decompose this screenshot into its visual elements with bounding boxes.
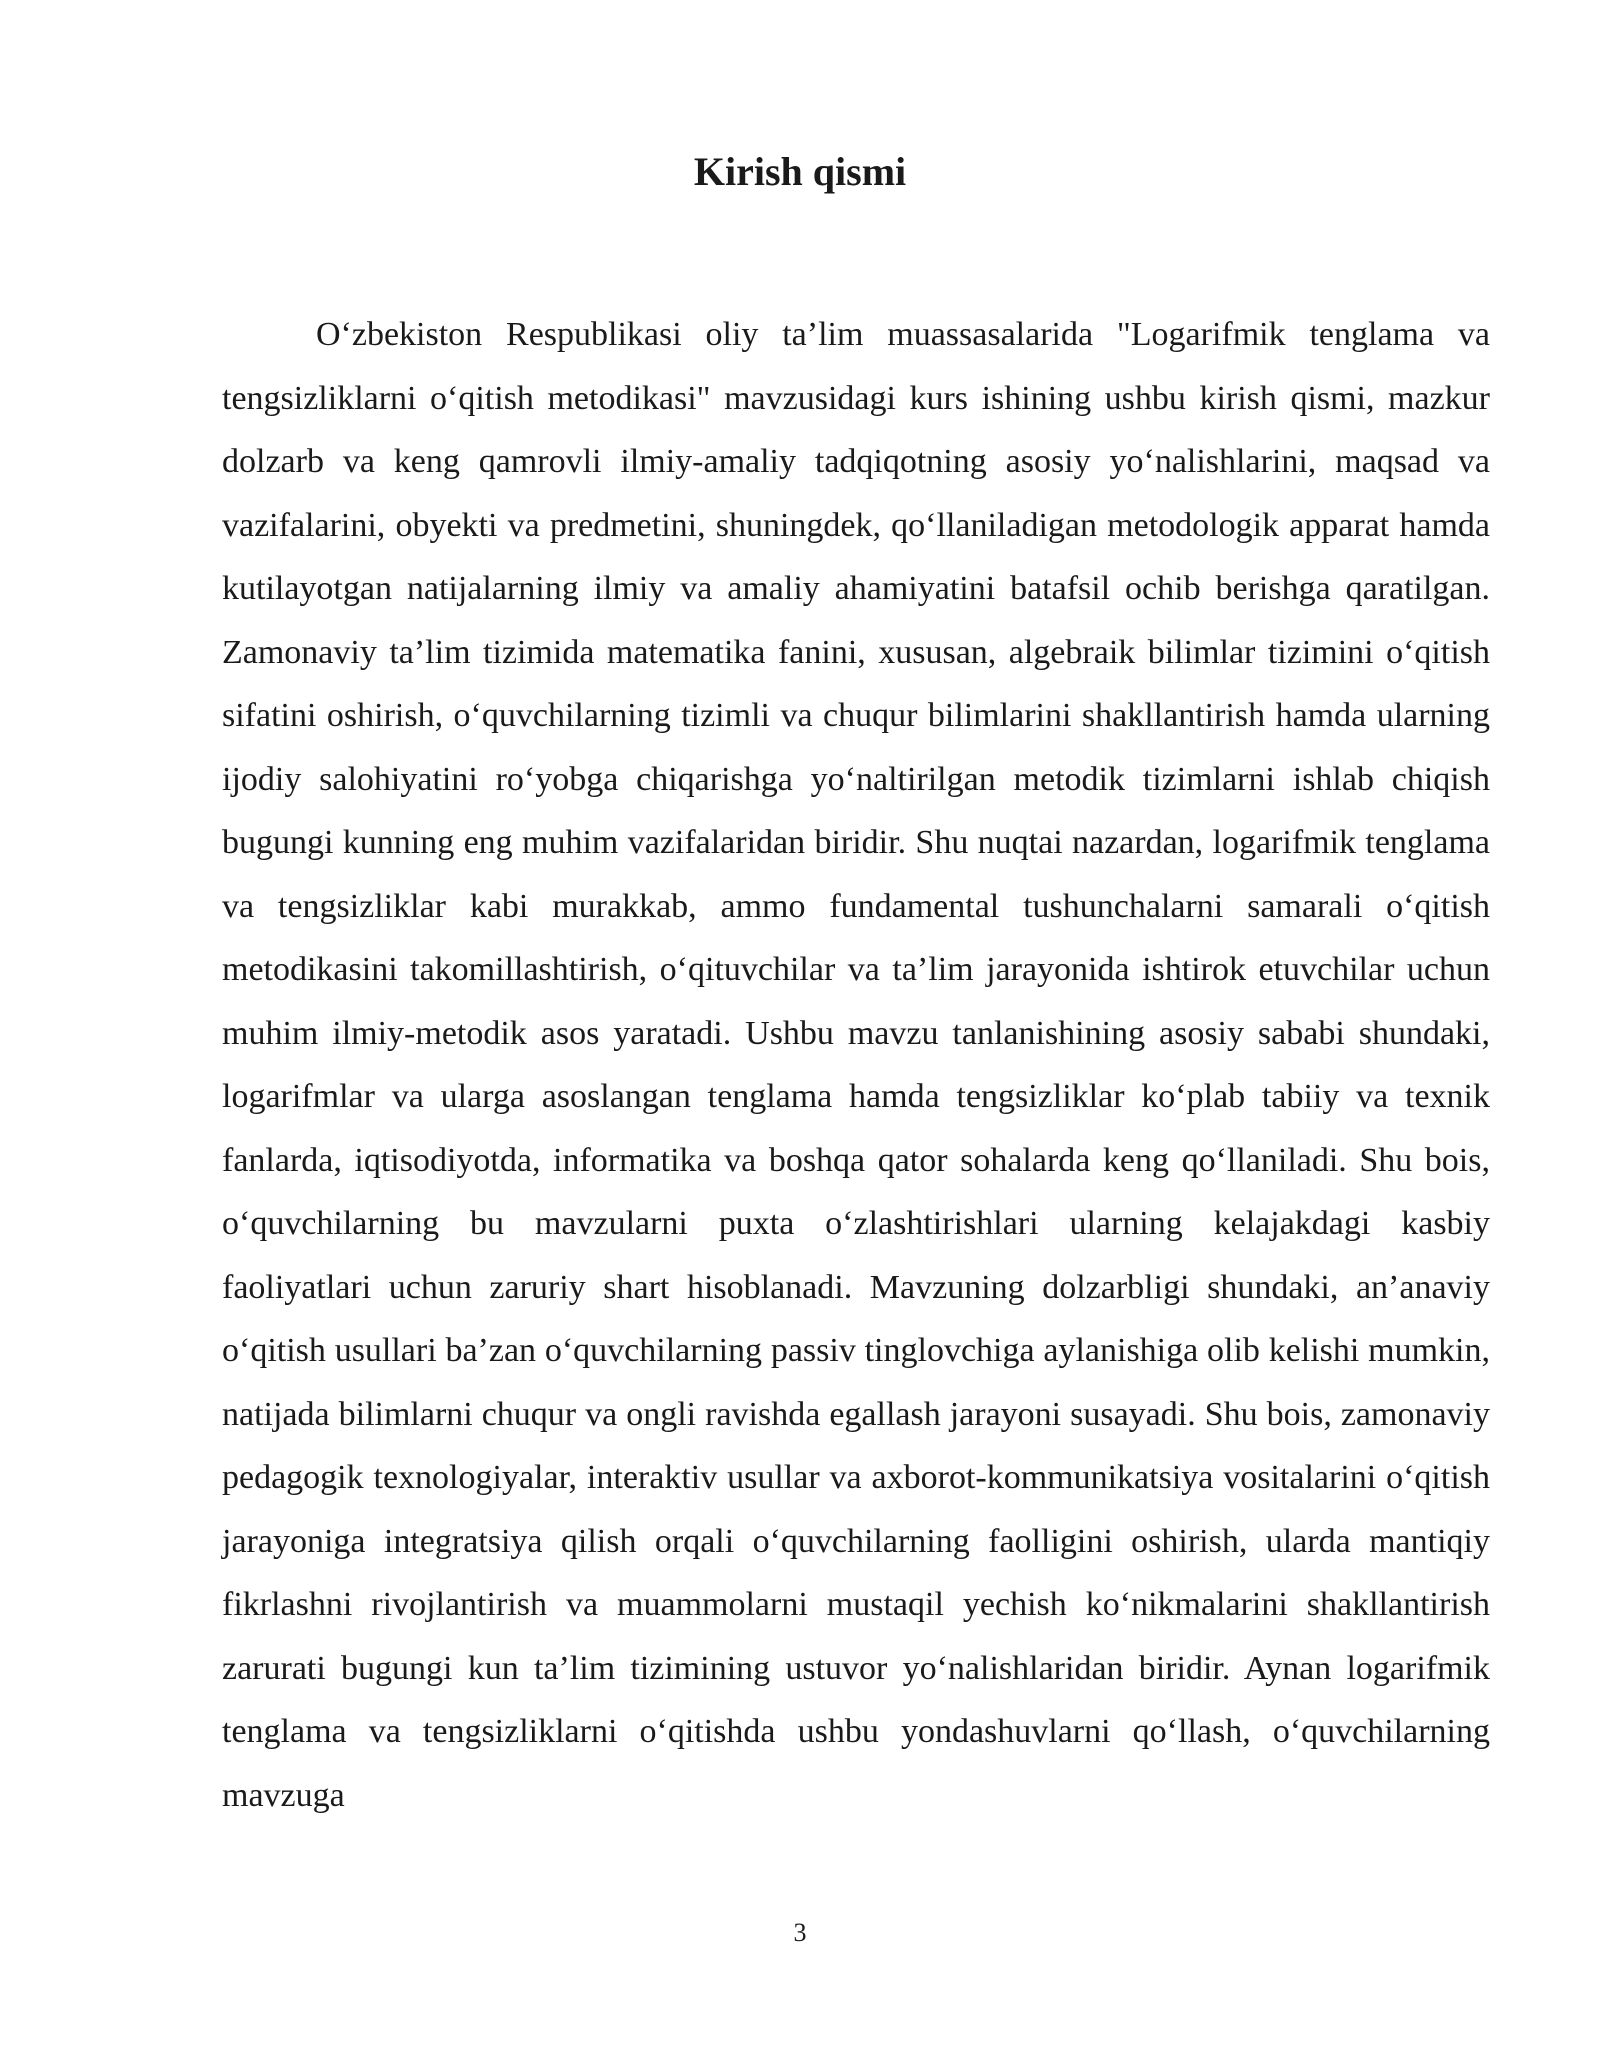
body-paragraph: O‘zbekiston Respublikasi oliy ta’lim muassasalarida "Logarifmik tenglama va tengsizliklarni o‘qitish metodikasi" mavzusidagi kurs ishining ushbu kirish qismi, mazkur dolzarb va keng qamrovli ilmiy-amaliy tadqiqotning asosiy yo‘nalishlarini, maqsad va vazifalarini, obyekti va predmetini, shuningdek, qo‘llaniladigan metodologik apparat hamda kutilayotgan natijalarning ilmiy va amaliy ahamiyatini batafsil ochib berishga qaratilgan. Zamonaviy ta’lim tizimida matematika fanini, xususan, algebraik bilimlar tizimini o‘qitish sifatini oshirish, o‘quvchilarning tizimli va chuqur bilimlarini shakllantirish hamda ularning ijodiy salohiyatini ro‘yobga chiqarishga yo‘naltirilgan metodik tizimlarni ishlab chiqish bugungi kunning eng muhim vazifalaridan biridir. Shu nuqtai nazardan, logarifmik tenglama va tengsizliklar kabi murakkab, ammo fundamental tushunchalarni samarali o‘qitish metodikasini takomillashtirish, o‘qituvchilar va ta’lim jarayonida ishtirok etuvchilar uchun muhim ilmiy-metodik asos yaratadi. Ushbu mavzu tanlanishining asosiy sababi shundaki, logarifmlar va ularga asoslangan tenglama hamda tengsizliklar ko‘plab tabiiy va texnik fanlarda, iqtisodiyotda, informatika va boshqa qator sohalarda keng qo‘llaniladi. Shu bois, o‘quvchilarning bu mavzularni puxta o‘zlashtirishlari ularning kelajakdagi kasbiy faoliyatlari uchun zaruriy shart hisoblanadi. Mavzuning dolzarbligi shundaki, an’anaviy o‘qitish usullari ba’zan o‘quvchilarning passiv tinglovchiga aylanishiga olib kelishi mumkin, natijada bilimlarni chuqur va ongli ravishda egallash jarayoni susayadi. Shu bois, zamonaviy pedagogik texnologiyalar, interaktiv usullar va axborot-kommunikatsiya vositalarini o‘qitish jarayoniga integratsiya qilish orqali o‘quvchilarning faolligini oshirish, ularda mantiqiy fikrlashni rivojlantirish va muammolarni mustaqil yechish ko‘nikmalarini shakllantirish zarurati bugungi kun ta’lim tizimining ustuvor yo‘nalishlaridan biridir. Aynan logarifmik tenglama va tengsizliklarni o‘qitishda ushbu yondashuvlarni qo‘llash, o‘quvchilarning mavzuga xyxy=(222,316,1490,1814)
section-title: Kirish qismi xyxy=(693,149,907,194)
page-number: 3 xyxy=(793,1918,807,1947)
